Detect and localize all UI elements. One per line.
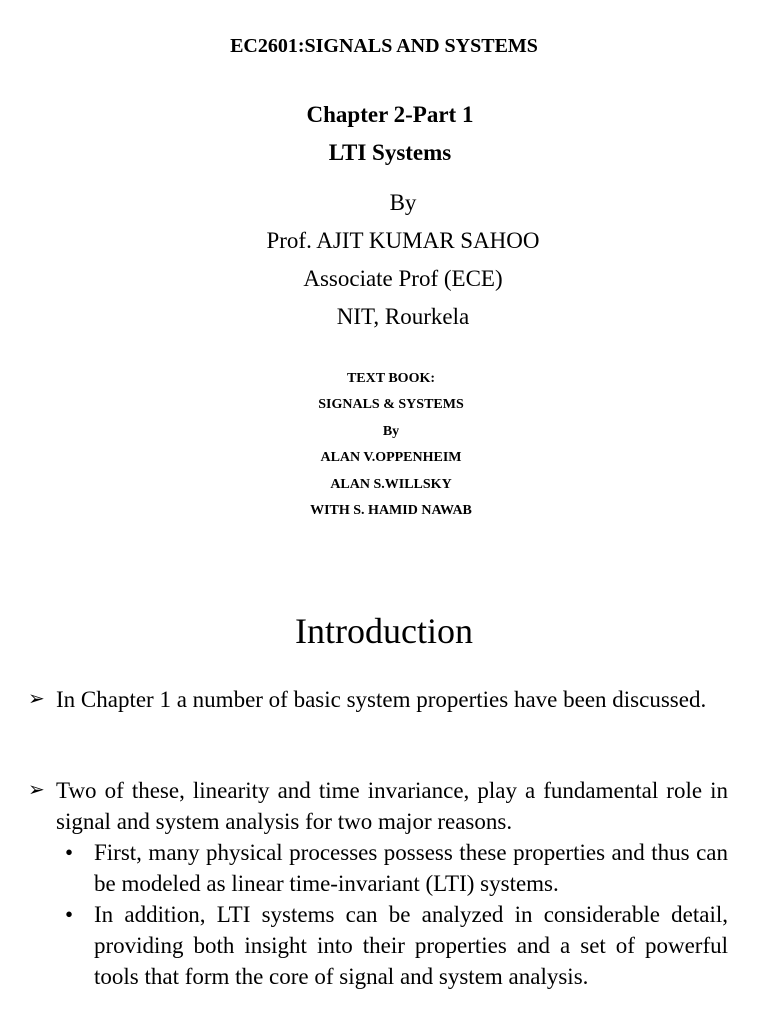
- dot-bullet-icon: •: [65, 840, 74, 865]
- arrow-bullet-icon: ➢: [28, 688, 45, 710]
- by-label: By: [389, 190, 417, 215]
- textbook-author-3: WITH S. HAMID NAWAB: [310, 503, 472, 519]
- textbook-title: SIGNALS & SYSTEMS: [318, 397, 464, 413]
- textbook-label: TEXT BOOK:: [346, 371, 436, 386]
- introduction-heading: Introduction: [295, 611, 473, 651]
- author-institute: NIT, Rourkela: [336, 304, 470, 329]
- list-item: [28, 775, 728, 837]
- sub-list-item: [62, 899, 728, 992]
- author-position: Associate Prof (ECE): [303, 266, 503, 291]
- chapter-number: Chapter 2-Part 1: [306, 102, 474, 127]
- chapter-heading: [0, 96, 768, 172]
- textbook-author-1: ALAN V.OPPENHEIM: [320, 450, 462, 466]
- author-block: [0, 184, 768, 336]
- arrow-bullet-icon: ➢: [28, 779, 45, 801]
- course-title: EC2601:SIGNALS AND SYSTEMS: [230, 35, 538, 57]
- chapter-subtitle: LTI Systems: [328, 140, 452, 165]
- sub-list-item-text: In addition, LTI systems can be analyzed in considerable detail, providing both insight into their properties and a set of powerful tools that form the core of signal and system analysis.: [94, 902, 728, 989]
- sub-list-item-text: First, many physical processes possess these properties and thus can be modeled as linear time-invariant (LTI) systems.: [94, 840, 728, 896]
- textbook-by: By: [382, 423, 400, 439]
- sub-bullet: [62, 899, 728, 992]
- sub-list-item: [62, 837, 728, 899]
- textbook-block: [0, 366, 768, 524]
- dot-bullet-icon: •: [65, 902, 74, 927]
- author-name: Prof. AJIT KUMAR SAHOO: [266, 228, 540, 253]
- list-item-text: In Chapter 1 a number of basic system properties have been discussed.: [56, 687, 707, 712]
- list-item-text: Two of these, linearity and time invariance, play a fundamental role in signal and system analysis for two major reasons.: [56, 778, 728, 834]
- textbook-author-2: ALAN S.WILLSKY: [330, 476, 452, 492]
- sub-bullet: [62, 837, 728, 899]
- list-item: [28, 684, 728, 715]
